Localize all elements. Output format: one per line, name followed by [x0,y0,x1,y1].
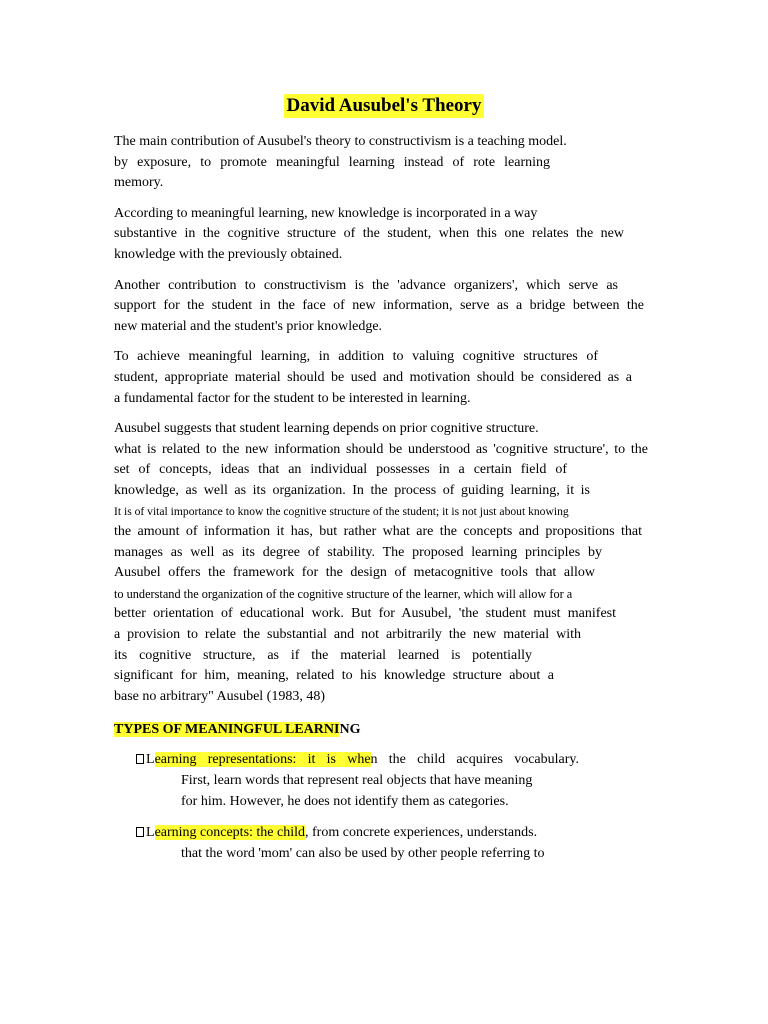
document-body [114,132,658,864]
paragraph-line: knowledge with the previously obtained. [114,246,343,262]
paragraph-4 [114,347,658,409]
section-heading [114,719,658,741]
paragraph-3 [114,276,658,338]
paragraph-line: substantive in the cognitive structure of the student, when this one relates the new [114,226,624,242]
paragraph-line: Ausubel offers the framework for the design of metacognitive tools that allow [114,565,595,581]
bullet-continuation: First, learn words that represent real objects that have meaning [181,773,533,789]
missing-glyph-box-icon [136,827,144,837]
paragraph-line: Ausubel suggests that student learning depends on prior cognitive structure. [114,421,539,437]
paragraph-line: student, appropriate material should be used and motivation should be considered as a [114,369,632,385]
section-heading-highlight: TYPES OF MEANINGFUL LEARNI [114,722,340,738]
section-heading-rest: NG [339,722,361,738]
list-item [136,823,658,864]
bullet-first-line: Learning representations: it is when the child acquires vocabulary. [136,750,579,771]
paragraph-line: The main contribution of Ausubel's theory to constructivism is a teaching model. [114,134,567,149]
paragraph-line: To achieve meaningful learning, in addition to valuing cognitive structures of [114,349,598,365]
bullet-highlight: earning representations: it is whe [154,752,371,768]
paragraph-line: knowledge, as well as its organization. In the process of guiding learning, it is [114,482,590,498]
paragraph-line: Another contribution to constructivism is the 'advance organizers', which serve as [114,277,618,293]
paragraph-line: what is related to the new information should be understood as 'cognitive structure', to the [114,441,648,457]
paragraph-line: better orientation of educational work. But for Ausubel, 'the student must manifest [114,606,616,622]
paragraph-line: manages as well as its degree of stability. The proposed learning principles by [114,544,602,560]
title-container [0,94,768,118]
paragraph-line: its cognitive structure, as if the material learned is potentially [114,647,532,663]
list-item [136,750,658,812]
paragraph-line: new material and the student's prior knowledge. [114,318,383,334]
paragraph-line: a provision to relate the substantial and not arbitrarily the new material with [114,627,581,643]
paragraph-line: memory. [114,175,164,191]
bullet-first-line: Learning concepts: the child, from concrete experiences, understands. [136,823,658,844]
bullet-continuation: for him. However, he does not identify them as categories. [181,793,509,809]
paragraph-line: It is of vital importance to know the cognitive structure of the student; it is not just about knowing [114,504,569,518]
bullet-list [136,750,658,864]
missing-glyph-box-icon [136,754,144,764]
paragraph-line: base no arbitrary" Ausubel (1983, 48) [114,688,325,704]
paragraph-line: significant for him, meaning, related to his knowledge structure about a [114,668,554,684]
paragraph-line: set of concepts, ideas that an individual possesses in a certain field of [114,462,567,478]
paragraph-line: support for the student in the face of new information, serve as a bridge between the [114,298,644,314]
paragraph-line: by exposure, to promote meaningful learning instead of rote learning [114,154,550,170]
paragraph-line: a fundamental factor for the student to be interested in learning. [114,390,471,406]
paragraph-line: the amount of information it has, but rather what are the concepts and propositions that [114,524,642,540]
paragraph-line: to understand the organization of the cognitive structure of the learner, which will allow for a [114,586,573,601]
bullet-highlight: earning concepts: the child [154,825,306,841]
document-title: David Ausubel's Theory [284,94,485,118]
bullet-continuation: that the word 'mom' can also be used by other people referring to [181,845,545,861]
paragraph-1 [114,132,658,194]
paragraph-2 [114,204,658,266]
paragraph-5 [114,419,658,707]
paragraph-line: According to meaningful learning, new knowledge is incorporated in a way [114,205,538,221]
